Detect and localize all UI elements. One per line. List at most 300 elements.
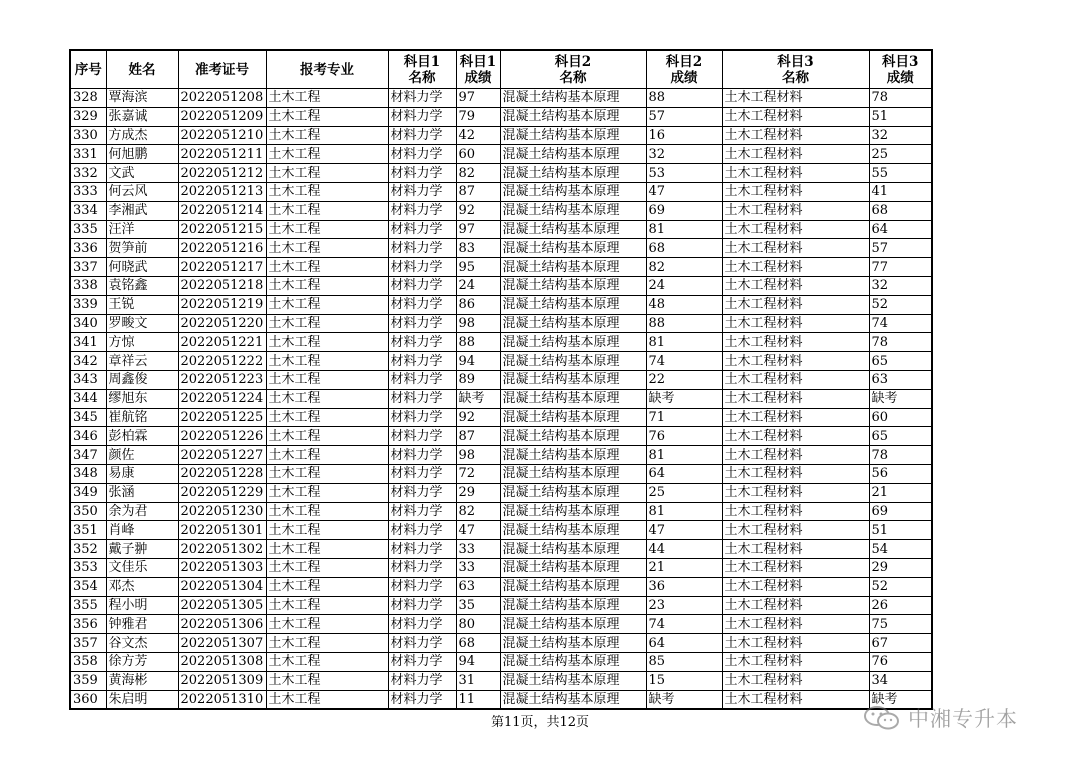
cell-seq: 360 <box>70 690 106 709</box>
cell-major: 土木工程 <box>266 239 388 258</box>
cell-subject1-name: 材料力学 <box>388 540 456 559</box>
header-subject1-name <box>388 50 456 89</box>
header-text: 准考证号 <box>195 61 249 78</box>
cell-seq: 332 <box>70 164 106 183</box>
cell-subject1-score: 97 <box>456 220 500 239</box>
cell-subject3-score: 64 <box>869 220 932 239</box>
header-text: 科目3 <box>777 53 814 70</box>
cell-seq: 356 <box>70 615 106 634</box>
cell-subject1-score: 33 <box>456 558 500 577</box>
table-row <box>70 370 932 389</box>
cell-seq: 345 <box>70 408 106 427</box>
cell-subject3-name: 土木工程材料 <box>722 89 869 108</box>
header-exam-id <box>178 50 266 89</box>
table-row <box>70 671 932 690</box>
cell-subject2-name: 混凝土结构基本原理 <box>500 464 646 483</box>
cell-subject1-name: 材料力学 <box>388 502 456 521</box>
cell-subject3-score: 60 <box>869 408 932 427</box>
cell-major: 土木工程 <box>266 634 388 653</box>
cell-exam-id: 2022051305 <box>178 596 266 615</box>
cell-subject2-name: 混凝土结构基本原理 <box>500 370 646 389</box>
cell-subject3-score: 75 <box>869 615 932 634</box>
cell-subject1-score: 35 <box>456 596 500 615</box>
cell-name: 程小明 <box>106 596 178 615</box>
cell-name: 易康 <box>106 464 178 483</box>
cell-subject1-name: 材料力学 <box>388 427 456 446</box>
cell-subject1-score: 98 <box>456 446 500 465</box>
cell-subject2-score: 81 <box>646 220 722 239</box>
header-text: 科目3 <box>882 53 919 70</box>
cell-subject1-name: 材料力学 <box>388 464 456 483</box>
cell-exam-id: 2022051309 <box>178 671 266 690</box>
cell-subject2-score: 22 <box>646 370 722 389</box>
cell-subject3-name: 土木工程材料 <box>722 521 869 540</box>
cell-subject2-score: 74 <box>646 352 722 371</box>
cell-subject1-name: 材料力学 <box>388 126 456 145</box>
cell-name: 崔航铭 <box>106 408 178 427</box>
cell-subject1-name: 材料力学 <box>388 521 456 540</box>
cell-major: 土木工程 <box>266 615 388 634</box>
cell-exam-id: 2022051209 <box>178 107 266 126</box>
table-row <box>70 389 932 408</box>
cell-subject2-name: 混凝土结构基本原理 <box>500 596 646 615</box>
cell-subject2-score: 71 <box>646 408 722 427</box>
header-subject1-score <box>456 50 500 89</box>
cell-seq: 337 <box>70 258 106 277</box>
cell-seq: 340 <box>70 314 106 333</box>
cell-exam-id: 2022051223 <box>178 370 266 389</box>
cell-subject2-name: 混凝土结构基本原理 <box>500 182 646 201</box>
cell-subject2-score: 69 <box>646 201 722 220</box>
cell-name: 缪旭东 <box>106 389 178 408</box>
cell-subject1-name: 材料力学 <box>388 446 456 465</box>
header-major <box>266 50 388 89</box>
cell-subject3-name: 土木工程材料 <box>722 671 869 690</box>
cell-subject3-name: 土木工程材料 <box>722 239 869 258</box>
cell-subject2-score: 16 <box>646 126 722 145</box>
cell-subject3-name: 土木工程材料 <box>722 577 869 596</box>
cell-subject2-name: 混凝土结构基本原理 <box>500 201 646 220</box>
cell-subject1-score: 87 <box>456 427 500 446</box>
cell-name: 颜佐 <box>106 446 178 465</box>
cell-subject1-name: 材料力学 <box>388 352 456 371</box>
cell-subject3-name: 土木工程材料 <box>722 220 869 239</box>
score-table <box>69 49 933 710</box>
cell-subject3-name: 土木工程材料 <box>722 464 869 483</box>
table-row <box>70 107 932 126</box>
cell-subject1-score: 92 <box>456 201 500 220</box>
cell-subject1-score: 86 <box>456 295 500 314</box>
cell-subject2-name: 混凝土结构基本原理 <box>500 577 646 596</box>
cell-subject3-name: 土木工程材料 <box>722 558 869 577</box>
cell-major: 土木工程 <box>266 464 388 483</box>
cell-subject1-score: 88 <box>456 333 500 352</box>
cell-seq: 354 <box>70 577 106 596</box>
cell-exam-id: 2022051213 <box>178 182 266 201</box>
cell-name: 覃海滨 <box>106 89 178 108</box>
cell-exam-id: 2022051302 <box>178 540 266 559</box>
cell-subject1-score: 47 <box>456 521 500 540</box>
cell-name: 邓杰 <box>106 577 178 596</box>
cell-subject1-name: 材料力学 <box>388 370 456 389</box>
cell-subject1-name: 材料力学 <box>388 276 456 295</box>
header-text: 报考专业 <box>300 61 354 78</box>
cell-exam-id: 2022051222 <box>178 352 266 371</box>
cell-seq: 348 <box>70 464 106 483</box>
cell-subject1-score: 98 <box>456 314 500 333</box>
table-row <box>70 89 932 108</box>
cell-subject3-score: 67 <box>869 634 932 653</box>
cell-subject1-score: 83 <box>456 239 500 258</box>
cell-name: 贺笋前 <box>106 239 178 258</box>
cell-subject2-name: 混凝土结构基本原理 <box>500 558 646 577</box>
wechat-logo-icon <box>862 706 902 730</box>
header-text: 序号 <box>74 61 102 78</box>
table-header-row <box>70 50 932 89</box>
cell-subject3-name: 土木工程材料 <box>722 446 869 465</box>
cell-subject1-name: 材料力学 <box>388 652 456 671</box>
cell-subject2-name: 混凝土结构基本原理 <box>500 295 646 314</box>
cell-subject2-score: 76 <box>646 427 722 446</box>
cell-seq: 333 <box>70 182 106 201</box>
cell-name: 谷文杰 <box>106 634 178 653</box>
header-text: 科目1 <box>459 53 497 70</box>
cell-subject1-score: 72 <box>456 464 500 483</box>
cell-subject1-name: 材料力学 <box>388 408 456 427</box>
cell-major: 土木工程 <box>266 295 388 314</box>
cell-subject2-name: 混凝土结构基本原理 <box>500 239 646 258</box>
table-row <box>70 427 932 446</box>
cell-subject2-score: 44 <box>646 540 722 559</box>
table-row <box>70 615 932 634</box>
cell-name: 何旭鹏 <box>106 145 178 164</box>
cell-major: 土木工程 <box>266 671 388 690</box>
cell-subject3-name: 土木工程材料 <box>722 690 869 709</box>
cell-seq: 352 <box>70 540 106 559</box>
cell-major: 土木工程 <box>266 145 388 164</box>
header-text: 科目2 <box>554 53 592 70</box>
cell-subject1-name: 材料力学 <box>388 220 456 239</box>
cell-subject3-score: 74 <box>869 314 932 333</box>
header-subject2-name <box>500 50 646 89</box>
cell-subject3-score: 25 <box>869 145 932 164</box>
cell-major: 土木工程 <box>266 314 388 333</box>
cell-seq: 357 <box>70 634 106 653</box>
cell-subject1-name: 材料力学 <box>388 201 456 220</box>
cell-subject3-name: 土木工程材料 <box>722 540 869 559</box>
table-row <box>70 502 932 521</box>
header-name <box>106 50 178 89</box>
cell-name: 汪洋 <box>106 220 178 239</box>
cell-subject3-score: 32 <box>869 276 932 295</box>
cell-major: 土木工程 <box>266 483 388 502</box>
cell-name: 彭柏霖 <box>106 427 178 446</box>
cell-subject2-name: 混凝土结构基本原理 <box>500 615 646 634</box>
table-row <box>70 408 932 427</box>
cell-subject2-name: 混凝土结构基本原理 <box>500 502 646 521</box>
cell-exam-id: 2022051224 <box>178 389 266 408</box>
cell-name: 周鑫俊 <box>106 370 178 389</box>
cell-name: 李湘武 <box>106 201 178 220</box>
cell-subject3-name: 土木工程材料 <box>722 333 869 352</box>
cell-seq: 355 <box>70 596 106 615</box>
header-subject2-score <box>646 50 722 89</box>
cell-subject3-score: 55 <box>869 164 932 183</box>
cell-seq: 353 <box>70 558 106 577</box>
cell-subject1-name: 材料力学 <box>388 634 456 653</box>
cell-major: 土木工程 <box>266 107 388 126</box>
table-row <box>70 690 932 709</box>
cell-subject2-score: 36 <box>646 577 722 596</box>
cell-subject1-name: 材料力学 <box>388 89 456 108</box>
table-row <box>70 239 932 258</box>
cell-subject1-score: 68 <box>456 634 500 653</box>
cell-subject3-score: 29 <box>869 558 932 577</box>
cell-subject1-name: 材料力学 <box>388 671 456 690</box>
cell-major: 土木工程 <box>266 540 388 559</box>
cell-subject2-name: 混凝土结构基本原理 <box>500 634 646 653</box>
cell-subject1-score: 33 <box>456 540 500 559</box>
cell-exam-id: 2022051219 <box>178 295 266 314</box>
page-number: 第11页，共12页 <box>490 715 590 730</box>
cell-subject1-score: 94 <box>456 352 500 371</box>
cell-subject1-score: 82 <box>456 502 500 521</box>
table-row <box>70 145 932 164</box>
cell-subject3-name: 土木工程材料 <box>722 389 869 408</box>
cell-subject2-score: 53 <box>646 164 722 183</box>
cell-subject3-name: 土木工程材料 <box>722 145 869 164</box>
table-row <box>70 352 932 371</box>
cell-subject1-score: 24 <box>456 276 500 295</box>
cell-name: 余为君 <box>106 502 178 521</box>
cell-subject2-name: 混凝土结构基本原理 <box>500 276 646 295</box>
cell-subject1-score: 92 <box>456 408 500 427</box>
cell-subject3-name: 土木工程材料 <box>722 596 869 615</box>
cell-seq: 329 <box>70 107 106 126</box>
cell-major: 土木工程 <box>266 652 388 671</box>
cell-exam-id: 2022051227 <box>178 446 266 465</box>
cell-exam-id: 2022051225 <box>178 408 266 427</box>
cell-subject3-score: 65 <box>869 352 932 371</box>
cell-subject1-name: 材料力学 <box>388 295 456 314</box>
cell-name: 文武 <box>106 164 178 183</box>
table-row <box>70 540 932 559</box>
cell-subject1-name: 材料力学 <box>388 690 456 709</box>
cell-major: 土木工程 <box>266 446 388 465</box>
table-row <box>70 182 932 201</box>
cell-subject3-score: 41 <box>869 182 932 201</box>
cell-subject1-name: 材料力学 <box>388 596 456 615</box>
cell-subject3-score: 32 <box>869 126 932 145</box>
cell-subject3-name: 土木工程材料 <box>722 502 869 521</box>
cell-subject3-name: 土木工程材料 <box>722 258 869 277</box>
cell-name: 文佳乐 <box>106 558 178 577</box>
header-subject3-name <box>722 50 869 89</box>
cell-exam-id: 2022051306 <box>178 615 266 634</box>
table-body <box>70 89 932 710</box>
cell-subject3-score: 65 <box>869 427 932 446</box>
cell-exam-id: 2022051303 <box>178 558 266 577</box>
cell-name: 张涵 <box>106 483 178 502</box>
cell-seq: 330 <box>70 126 106 145</box>
cell-subject1-score: 94 <box>456 652 500 671</box>
cell-subject1-name: 材料力学 <box>388 258 456 277</box>
cell-subject1-name: 材料力学 <box>388 333 456 352</box>
header-text: 名称 <box>782 69 809 86</box>
header-subject3-score <box>869 50 932 89</box>
cell-exam-id: 2022051212 <box>178 164 266 183</box>
cell-name: 肖峰 <box>106 521 178 540</box>
cell-seq: 343 <box>70 370 106 389</box>
cell-exam-id: 2022051208 <box>178 89 266 108</box>
cell-subject2-name: 混凝土结构基本原理 <box>500 427 646 446</box>
cell-major: 土木工程 <box>266 352 388 371</box>
cell-subject1-score: 缺考 <box>456 389 500 408</box>
cell-subject2-score: 24 <box>646 276 722 295</box>
cell-subject1-score: 80 <box>456 615 500 634</box>
cell-seq: 341 <box>70 333 106 352</box>
cell-seq: 350 <box>70 502 106 521</box>
cell-subject2-name: 混凝土结构基本原理 <box>500 446 646 465</box>
cell-subject2-name: 混凝土结构基本原理 <box>500 145 646 164</box>
cell-subject2-score: 48 <box>646 295 722 314</box>
header-text: 科目2 <box>665 53 703 70</box>
cell-subject3-score: 缺考 <box>869 690 932 709</box>
cell-subject2-name: 混凝土结构基本原理 <box>500 314 646 333</box>
cell-name: 何云风 <box>106 182 178 201</box>
cell-subject1-score: 95 <box>456 258 500 277</box>
cell-name: 徐方芳 <box>106 652 178 671</box>
cell-subject1-score: 79 <box>456 107 500 126</box>
cell-seq: 338 <box>70 276 106 295</box>
cell-subject2-name: 混凝土结构基本原理 <box>500 521 646 540</box>
cell-subject3-name: 土木工程材料 <box>722 107 869 126</box>
cell-subject3-name: 土木工程材料 <box>722 126 869 145</box>
cell-subject3-score: 57 <box>869 239 932 258</box>
cell-subject2-score: 68 <box>646 239 722 258</box>
cell-major: 土木工程 <box>266 502 388 521</box>
cell-subject3-score: 缺考 <box>869 389 932 408</box>
cell-subject1-score: 29 <box>456 483 500 502</box>
cell-seq: 336 <box>70 239 106 258</box>
cell-seq: 359 <box>70 671 106 690</box>
cell-subject3-name: 土木工程材料 <box>722 483 869 502</box>
cell-subject2-name: 混凝土结构基本原理 <box>500 220 646 239</box>
watermark-text: 中湘专升本 <box>908 707 1018 731</box>
cell-name: 钟雅君 <box>106 615 178 634</box>
cell-subject3-name: 土木工程材料 <box>722 652 869 671</box>
cell-exam-id: 2022051307 <box>178 634 266 653</box>
cell-subject2-name: 混凝土结构基本原理 <box>500 540 646 559</box>
table-row <box>70 333 932 352</box>
cell-subject1-score: 42 <box>456 126 500 145</box>
cell-subject3-score: 77 <box>869 258 932 277</box>
cell-subject2-score: 25 <box>646 483 722 502</box>
cell-major: 土木工程 <box>266 201 388 220</box>
cell-exam-id: 2022051226 <box>178 427 266 446</box>
cell-subject2-score: 47 <box>646 521 722 540</box>
cell-subject2-name: 混凝土结构基本原理 <box>500 690 646 709</box>
cell-exam-id: 2022051228 <box>178 464 266 483</box>
cell-subject1-name: 材料力学 <box>388 164 456 183</box>
cell-exam-id: 2022051210 <box>178 126 266 145</box>
cell-seq: 334 <box>70 201 106 220</box>
cell-exam-id: 2022051304 <box>178 577 266 596</box>
cell-major: 土木工程 <box>266 333 388 352</box>
cell-exam-id: 2022051301 <box>178 521 266 540</box>
cell-subject3-name: 土木工程材料 <box>722 314 869 333</box>
header-text: 成绩 <box>670 69 698 86</box>
cell-exam-id: 2022051214 <box>178 201 266 220</box>
cell-subject3-score: 78 <box>869 89 932 108</box>
cell-major: 土木工程 <box>266 690 388 709</box>
cell-subject2-score: 缺考 <box>646 690 722 709</box>
table-row <box>70 126 932 145</box>
cell-subject3-score: 69 <box>869 502 932 521</box>
cell-seq: 331 <box>70 145 106 164</box>
cell-name: 章祥云 <box>106 352 178 371</box>
cell-subject3-name: 土木工程材料 <box>722 295 869 314</box>
cell-subject3-score: 52 <box>869 577 932 596</box>
cell-seq: 358 <box>70 652 106 671</box>
cell-subject2-name: 混凝土结构基本原理 <box>500 408 646 427</box>
cell-subject1-score: 31 <box>456 671 500 690</box>
cell-subject3-score: 51 <box>869 107 932 126</box>
cell-subject1-name: 材料力学 <box>388 182 456 201</box>
table-row <box>70 558 932 577</box>
cell-exam-id: 2022051217 <box>178 258 266 277</box>
cell-subject2-name: 混凝土结构基本原理 <box>500 258 646 277</box>
cell-subject1-score: 60 <box>456 145 500 164</box>
cell-name: 朱启明 <box>106 690 178 709</box>
cell-name: 罗畯文 <box>106 314 178 333</box>
table-row <box>70 521 932 540</box>
table-row <box>70 295 932 314</box>
cell-subject3-score: 56 <box>869 464 932 483</box>
cell-name: 张嘉诚 <box>106 107 178 126</box>
header-seq <box>70 50 106 89</box>
cell-subject3-name: 土木工程材料 <box>722 182 869 201</box>
cell-subject2-name: 混凝土结构基本原理 <box>500 652 646 671</box>
cell-subject2-score: 88 <box>646 89 722 108</box>
cell-subject2-score: 64 <box>646 634 722 653</box>
cell-subject3-name: 土木工程材料 <box>722 370 869 389</box>
cell-subject1-name: 材料力学 <box>388 389 456 408</box>
cell-subject3-name: 土木工程材料 <box>722 427 869 446</box>
cell-subject2-score: 81 <box>646 333 722 352</box>
cell-subject2-score: 57 <box>646 107 722 126</box>
cell-subject1-name: 材料力学 <box>388 483 456 502</box>
cell-subject2-name: 混凝土结构基本原理 <box>500 164 646 183</box>
cell-subject2-score: 64 <box>646 464 722 483</box>
table-row <box>70 577 932 596</box>
cell-seq: 344 <box>70 389 106 408</box>
cell-subject2-name: 混凝土结构基本原理 <box>500 352 646 371</box>
cell-subject1-name: 材料力学 <box>388 107 456 126</box>
cell-exam-id: 2022051215 <box>178 220 266 239</box>
cell-subject2-name: 混凝土结构基本原理 <box>500 333 646 352</box>
cell-seq: 347 <box>70 446 106 465</box>
table-row <box>70 201 932 220</box>
cell-subject1-name: 材料力学 <box>388 577 456 596</box>
cell-subject3-score: 52 <box>869 295 932 314</box>
header-text: 科目1 <box>403 53 441 70</box>
header-text: 成绩 <box>886 69 914 86</box>
cell-seq: 351 <box>70 521 106 540</box>
cell-subject1-score: 87 <box>456 182 500 201</box>
cell-subject1-score: 82 <box>456 164 500 183</box>
header-text: 名称 <box>559 69 587 86</box>
